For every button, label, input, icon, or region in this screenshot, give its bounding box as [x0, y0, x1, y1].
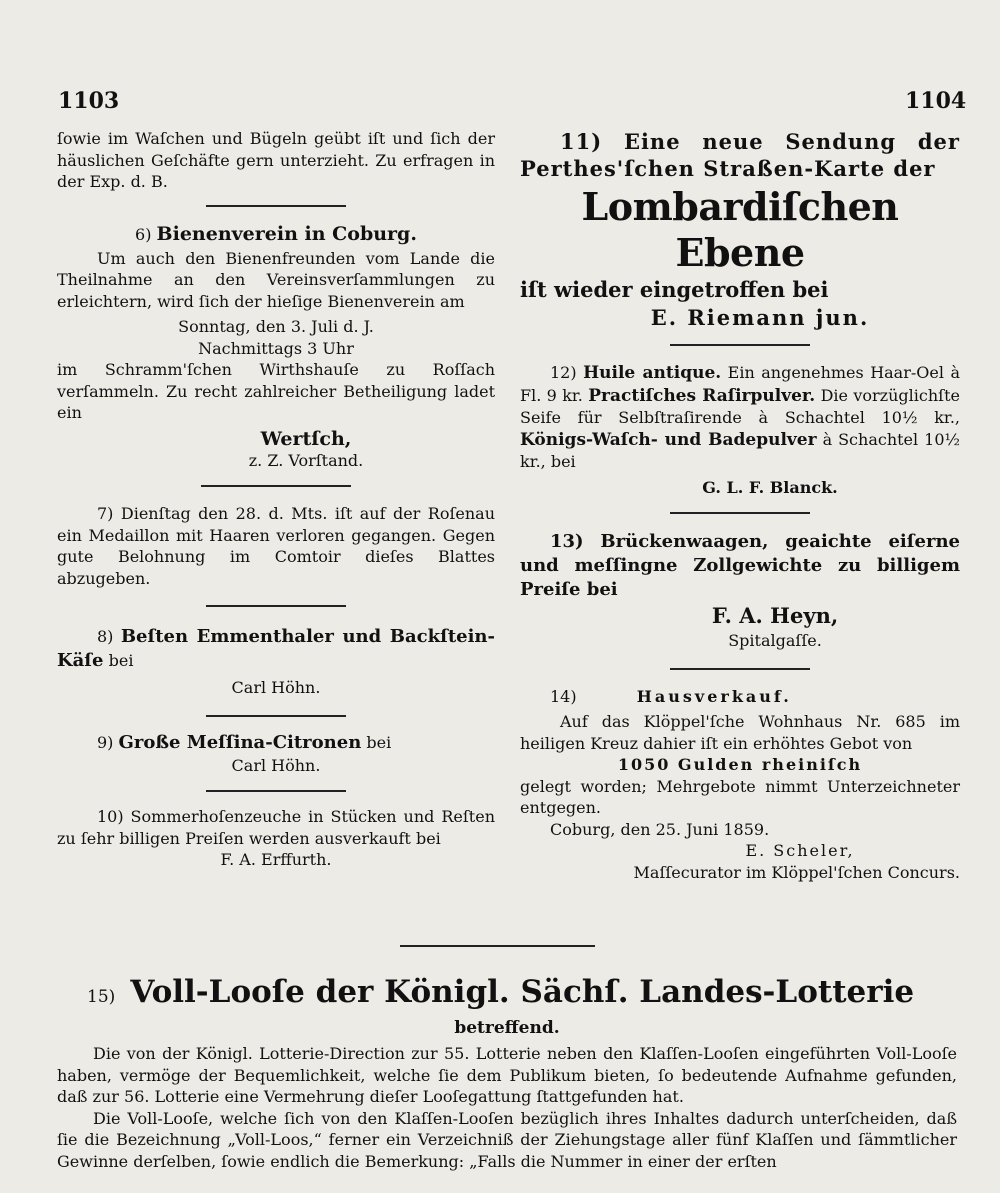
ad-number: 6): [135, 224, 152, 244]
ad-paragraph: Die Voll-Looſe, welche ſich von den Klaſſen-Looſen bezüglich ihres Inhaltes dadurch unterſcheiden, daß ſie die Bezeichnung „Voll-Loos,“ ferner ein Verzeichniß der Ziehungstage aller fünf Klaſſen und ſämmtlicher Gewinne derſelben, ſowie endlich die Bemerkung: „Falls die Nummer in einer der erſten: [57, 1108, 957, 1171]
divider: [206, 790, 346, 792]
ad-number: 8): [97, 627, 114, 646]
left-column: [57, 128, 495, 871]
ad-signer: Carl Höhn.: [231, 755, 321, 775]
ad-signer: E. Scheler,: [745, 841, 855, 860]
intro-text: ſowie im Waſchen und Bügeln geübt iſt und ſich der häuslichen Geſchäfte gern unterzieht. Zu erfragen in der Exp. d. B.: [57, 129, 495, 191]
ad-body: 13) Brückenwaagen, geaichte eiſerne und meſſingne Zollgewichte zu billigem Preiſe bei: [520, 531, 960, 600]
ad-title: Practiſches Raſirpulver.: [588, 385, 816, 406]
ad-bei: bei: [108, 651, 134, 670]
ad-subtitle: betreffend.: [454, 1018, 560, 1038]
ad-10: [57, 806, 495, 871]
divider: [670, 668, 810, 670]
ad-title: Voll-Looſe der Königl. Sächſ. Landes-Lotterie: [130, 974, 915, 1010]
divider: [670, 344, 810, 346]
page-number-right: 1104: [905, 88, 967, 114]
ad-amount: 1050 Gulden rheiniſch: [617, 755, 863, 774]
ad-text: Die vorzüglichſte Seife für Selbſtraſirende à Schachtel 10½ kr.,: [520, 385, 960, 427]
ad-body: 10) Sommerhoſenzeuche in Stücken und Reſten zu ſehr billigen Preiſen werden ausverkauft bei: [57, 807, 495, 848]
ad-signer: E. Riemann jun.: [650, 305, 870, 330]
divider: [206, 605, 346, 607]
ad-signer: F. A. Heyn,: [711, 603, 839, 628]
ad-11: [520, 128, 960, 332]
ad-signer-place: Spitalgaſſe.: [728, 631, 822, 650]
ad-heading: 11) Eine neue Sendung der Perthes'ſchen Straßen-Karte der: [520, 129, 960, 181]
ad-number: 15): [87, 987, 116, 1007]
divider: [206, 205, 346, 207]
ad-title: Huile antique.: [583, 363, 722, 383]
ad-body: gelegt worden; Mehrgebote nimmt Unterzeichneter entgegen.: [520, 776, 960, 817]
divider: [400, 945, 595, 947]
ad-title: Große Meſſina-Citronen: [118, 731, 362, 753]
ad-signer: G. L. F. Blanck.: [702, 477, 838, 497]
right-column: [520, 128, 960, 883]
ad-signer: Wertſch,: [260, 427, 352, 450]
ad-7: [57, 503, 495, 589]
ad-15: [57, 972, 957, 1172]
ad-paragraph: Die von der Königl. Lotterie-Direction zur 55. Lotterie neben den Klaſſen-Looſen eingeführten Voll-Looſe haben, vermöge der Bequemlichkeit, welche ſie dem Publikum bieten, ſo bedeutende Aufnahme gefunden, daß zur 56. Lotterie eine Vermehrung dieſer Looſegattung ſtattgefunden hat.: [57, 1044, 957, 1106]
ad-date: Sonntag, den 3. Juli d. J.: [178, 317, 374, 336]
ad-signer: Carl Höhn.: [231, 678, 321, 697]
ad-14: [520, 686, 960, 884]
ad-time: Nachmittags 3 Uhr: [198, 338, 354, 358]
ad-body: 7) Dienſtag den 28. d. Mts. iſt auf der Roſenau ein Medaillon mit Haaren verloren gegangen. Gegen gute Belohnung im Comtoir dieſes Blattes abzugeben.: [57, 504, 495, 588]
divider: [670, 512, 810, 514]
ad-number: 9): [97, 732, 114, 752]
ad-number: 12): [550, 363, 577, 382]
ad-title: Beſten Emmenthaler und Backſtein-Käſe: [57, 626, 495, 671]
ad-signer-role: Maſſecurator im Klöppel'ſchen Concurs.: [633, 862, 960, 882]
ad-13: [520, 530, 960, 652]
ad-12: [520, 362, 960, 498]
ad-8: [57, 625, 495, 699]
divider: [201, 485, 351, 487]
ad-signer: F. A. Erffurth.: [220, 850, 332, 869]
ad-title: Hausverkauf.: [636, 686, 792, 706]
ad-title: Königs-Waſch- und Badepulver: [520, 429, 817, 450]
ad-title: Bienenverein in Coburg.: [156, 222, 417, 245]
ad-body: Auf das Klöppel'ſche Wohnhaus Nr. 685 im heiligen Kreuz dahier iſt ein erhöhtes Gebot von: [520, 712, 960, 753]
ad-subheading: iſt wieder eingetroffen bei: [520, 277, 829, 302]
ad-text: Ein angenehmes Haar-Oel à Fl. 9 kr.: [520, 363, 960, 405]
ad-signer-role: z. Z. Vorſtand.: [248, 450, 364, 470]
ad-body: im Schramm'ſchen Wirthshauſe zu Roſſach verſammeln. Zu recht zahlreicher Betheiligung ladet ein: [57, 360, 495, 422]
page-number-left: 1103: [58, 88, 120, 114]
ad-6: [57, 221, 495, 472]
ad-9: [57, 731, 495, 777]
ad-date: Coburg, den 25. Juni 1859.: [550, 819, 770, 839]
ad-text: à Schachtel 10½ kr., bei: [520, 429, 960, 471]
ad-heading-large: Lombardiſchen Ebene: [581, 184, 899, 275]
divider: [206, 715, 346, 717]
ad-body: Um auch den Bienenfreunden vom Lande die Theilnahme an den Vereinsverſammlungen zu erleichtern, wird ſich der hieſige Bienenverein am: [57, 248, 495, 311]
ad-number: 14): [550, 686, 577, 706]
ad-bei: bei: [366, 732, 392, 752]
